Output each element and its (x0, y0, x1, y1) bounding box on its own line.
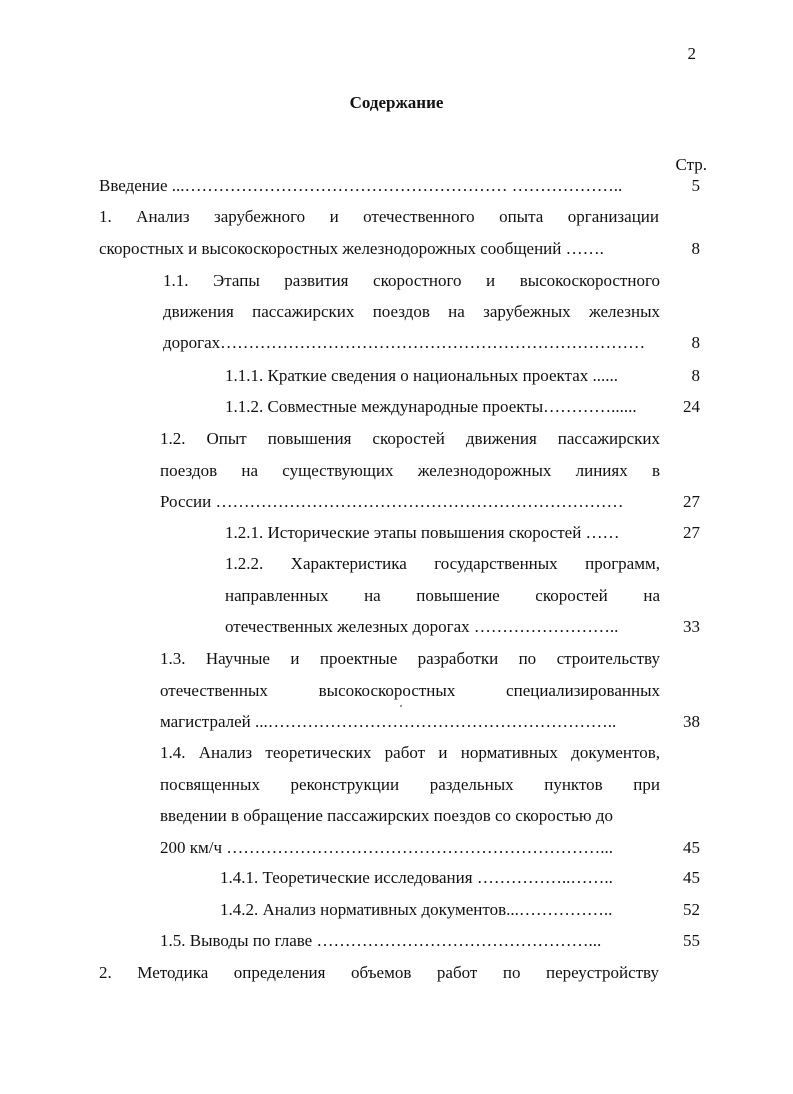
toc-entry-text: 1. Анализ зарубежного и отечественного опыта организации (99, 207, 659, 226)
toc-entry-text: отечественных высокоскоростных специализированных (160, 681, 660, 700)
toc-entry-text: отечественных железных дорогах …………………….. (225, 617, 619, 636)
page-number: 2 (687, 44, 696, 63)
toc-entry-text: 1.4.2. Анализ нормативных документов...…………….. (220, 900, 613, 919)
toc-entry-text: поездов на существующих железнодорожных линиях в (160, 461, 660, 480)
toc-entry-text: движения пассажирских поездов на зарубежных железных (163, 302, 660, 321)
toc-entry-text: 2. Методика определения объемов работ по переустройству (99, 963, 659, 982)
toc-entry-text: 200 км/ч …………………………………………………………... (160, 838, 614, 857)
toc-entry-page: 38 (683, 712, 700, 731)
toc-entry-text: 1.2.2. Характеристика государственных программ, (225, 554, 660, 573)
toc-entry-text: 1.3. Научные и проектные разработки по строительству (160, 649, 660, 668)
toc-entry-text: 1.5. Выводы по главе …………………………………………... (160, 931, 602, 950)
toc-entry-page: 27 (683, 492, 700, 511)
toc-entry-text: направленных на повышение скоростей на (225, 586, 660, 605)
toc-entry-text: посвященных реконструкции раздельных пунктов при (160, 775, 660, 794)
toc-entry-page: 33 (683, 617, 700, 636)
toc-entry-page: 8 (691, 239, 700, 258)
toc-entry-text: магистралей ...…………………………………………………….. (160, 712, 617, 731)
toc-entry-text: России ……………………………………………………………… (160, 492, 624, 511)
toc-entry-page: 24 (683, 397, 700, 416)
toc-entry-page: 45 (683, 838, 700, 857)
toc-entry-text: 1.1.2. Совместные международные проекты…………...... (225, 397, 637, 416)
toc-entry-text: 1.1.1. Краткие сведения о национальных проектах ...... (225, 366, 618, 385)
toc-entry-text: дорогах………………………………………………………………… (163, 333, 646, 352)
toc-entry-text: 1.2. Опыт повышения скоростей движения пассажирских (160, 429, 660, 448)
toc-entry-page: 5 (691, 176, 700, 195)
toc-entry-page: 52 (683, 900, 700, 919)
toc-entry-text: 1.2.1. Исторические этапы повышения скоростей …… (225, 523, 620, 542)
page-column-header: Стр. (675, 155, 707, 174)
toc-entry-text: 1.4.1. Теоретические исследования ……………..…….. (220, 868, 613, 887)
toc-entry-text: введении в обращение пассажирских поездов со скоростью до (160, 806, 613, 825)
toc-entry-text: 1.4. Анализ теоретических работ и нормативных документов, (160, 743, 660, 762)
scan-speck (400, 705, 402, 707)
toc-entry-page: 8 (691, 366, 700, 385)
toc-entry-page: 55 (683, 931, 700, 950)
toc-entry-text: Введение ...………………………………………………… ……………….. (99, 176, 623, 195)
toc-entry-page: 27 (683, 523, 700, 542)
toc-entry-page: 8 (691, 333, 700, 352)
toc-entry-page: 45 (683, 868, 700, 887)
document-title: Содержание (349, 93, 444, 112)
toc-entry-text: скоростных и высокоскоростных железнодорожных сообщений ……. (99, 239, 604, 258)
toc-entry-text: 1.1. Этапы развития скоростного и высокоскоростного (163, 271, 660, 290)
